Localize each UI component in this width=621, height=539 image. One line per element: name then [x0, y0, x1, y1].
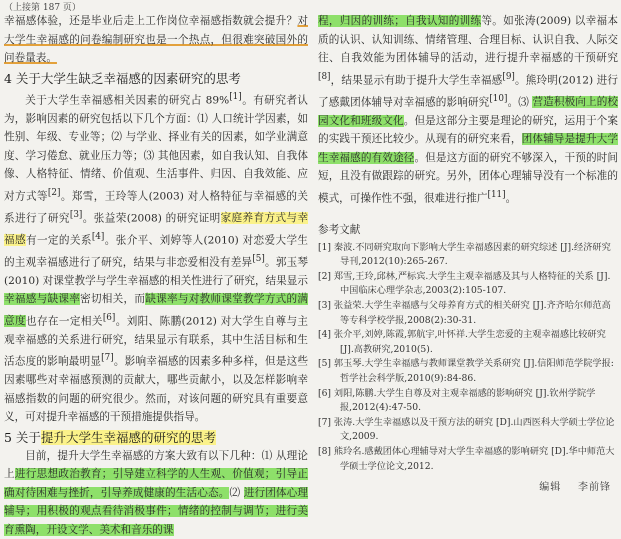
highlight-group-counseling-effective: 团体辅导是提升大学生幸福感的有效途径 — [318, 133, 618, 164]
section-4-heading: 4 关于大学生缺乏幸福感的因素研究的思考 — [4, 70, 241, 86]
paragraph-factors: 关于大学生幸福感相关因素的研究占 89%[1]。有研究者认为，影响因素的研究包括以下几个方面：⑴ 人口统计学因素，如性别、年级、专业等；⑵ 与学业、择业有关的因素，如学业满意度、学习倦怠、就业压力等；⑶ 其他因素，如自我认知、自我体像、人格特征、情绪、价值观、生活事件、归因、自我效能、应对方式等[2]。郑雪，王玲等人(2003) 对人格特征与幸福感的关系进行了研究[3]。张益荣(2008) 的研究证明家庭养育方式与幸福感有一定的关系[4]。张介平、刘婷等人(2010) 对恋爱大学生的主观幸福感进行了研究，结果与非恋爱相没有差异[5]。郭玉琴(2010) 对课堂教学与学生幸福感的相关性进行了研究，结果显示幸福感与缺课率密切相关，而缺课率与对教师课堂教学方式的满意度也存在一定相关[6]。刘阳、陈鹏(2012) 对大学生自尊与主观幸福感的关系进行研究，结果显示有联系，其中生活目标和生活态度的影响最明显[7]。影响幸福感的因素多种多样，但是这些因素哪些对幸福感预测的贡献大，哪些贡献小，以及怎样影响幸福感指数的问题的研究很少。然而，对该问题的研究具有重要意义，可对提升幸福感的干预措施提供指导。 — [4, 91, 309, 424]
highlight-ideological-education: 进行思想政治教育；引导建立科学的人生观、价值观；引导正确对待困难与挫折，引导养成健康的生活心态。 — [4, 468, 309, 499]
reference-item: [1] 秦波.不同研究取向下影响大学生幸福感因素的研究综述 [J].经济研究导刊,2012(10):265-267. — [318, 241, 611, 268]
highlight-absence-rate: 幸福感与缺课率 — [4, 293, 81, 306]
paragraph-interventions: 目前，提升大学生幸福感的方案大致有以下几种：⑴ 从理论上进行思想政治教育；引导建立科学的人生观、价值观；引导正确对待困难与挫折，引导养成健康的生活心态。⑵ 进行团体心理辅导；用积极的观点看待消极事件；情绪的控制与调节；进行美育熏陶，开设文学、美术和音乐的课 — [4, 449, 309, 536]
highlight-group-counseling: 进行团体心理辅导；用积极的观点看待消极事件；情绪的控制与调节；进行美育熏陶，开设文学、美术和音乐的课 — [4, 486, 308, 536]
reference-item: [8] 熊玲名.感戴团体心理辅导对大学生幸福感的影响研究 [D].华中师范大学硕士学位论文,2012. — [318, 445, 615, 472]
reference-item: [5] 郭玉琴.大学生幸福感与教师课堂教学关系研究 [J].信阳师范学院学报:哲学社会科学版,2010(9):84-86. — [318, 358, 614, 384]
references-title: 参考文献 — [318, 223, 361, 236]
paragraph-continued: 程，归因的训练；自我认知的训练等。如张涛(2009) 以幸福本质的认识、认知训练、情绪管理、合理目标、认识自我、人际交往、自我效能为团体辅导的活动，进行提升幸福感的干预研究[8]，结果显示有助于提升大学生幸福感[9]。熊玲明(2012) 进行了感戴团体辅导对幸福感的影响研究[10]。⑶ 营造积极向上的校园文化和班级文化。但是这部分主要是理论的研究，运用于个案的实践干预还比较少。从现有的研究来看，团体辅导是提升大学生幸福感的有效途径。但是这方面的研究不够深入，干预的时间短，且没有做跟踪的研究。另外，团体心理辅导没有一个标准的模式，可操作性不强，很难进行推广[11]。 — [318, 15, 619, 205]
highlight-family-upbringing: 家庭养育方式与幸福感 — [4, 212, 309, 247]
editor-credit: 编辑 李前锋 — [539, 482, 611, 493]
paragraph-intro: 幸福感体验，还是毕业后走上工作岗位幸福感指数就会提升？对大学生幸福感的问卷编制研究也是一个热点，但很难突破国外的问卷量表。 — [4, 15, 308, 64]
left-column — [4, 12, 308, 539]
reference-item: [3] 张益荣.大学生幸福感与父母养育方式的相关研究 [J].齐齐哈尔师范高等专科学校学报,2008(2):30-31. — [318, 299, 611, 326]
reference-item: [7] 张涛.大学生幸福感以及干预方法的研究 [D].山西医科大学硕士学位论文,2009. — [318, 416, 615, 443]
reference-item: [4] 张介平,刘婷,陈霞,郭航宇,叶怀祥.大学生恋爱的主观幸福感比较研究 [J].高教研究,2010(5). — [318, 329, 606, 355]
references-list — [318, 241, 618, 475]
page-continuation-note: （上接第 187 页） — [4, 3, 81, 13]
reference-item: [2] 郑雪,王玲,邱林,严标宾.大学生主观幸福感及其与人格特征的关系 [J].中国临床心理学杂志,2003(2):105-107. — [318, 270, 611, 297]
highlight-section-5-title: 提升大学生幸福感的研究的思考 — [40, 429, 216, 445]
highlight-attribution-training: 程，归因的训练；自我认知的训练 — [318, 15, 482, 27]
section-5-heading: 5 关于提升大学生幸福感的研究的思考 — [4, 429, 216, 445]
highlight-campus-culture: 营造积极向上的校园文化和班级文化 — [318, 96, 619, 127]
underlined-note: 对大学生幸福感的问卷编制研究也是一个热点，但很难突破国外的问卷量表。 — [4, 15, 308, 64]
reference-item: [6] 刘阳,陈鹏.大学生自尊及对主观幸福感的影响研究 [J].钦州学院学报,2012(4):47-50. — [318, 387, 596, 414]
right-column — [318, 12, 618, 474]
highlight-teaching-satisfaction: 缺课率与对教师课堂教学方式的满意度 — [4, 293, 309, 328]
